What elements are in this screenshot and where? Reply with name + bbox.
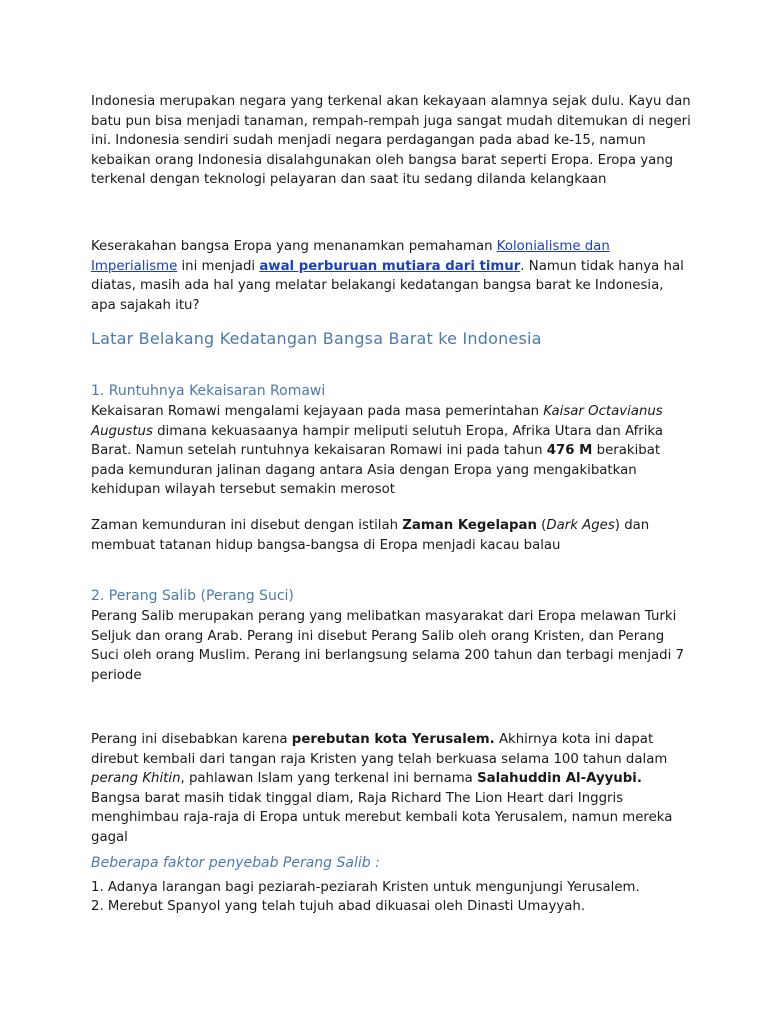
s1p2-bold: Zaman Kegelapan	[402, 518, 537, 533]
s1p1-bold: 476 M	[546, 443, 593, 458]
s1p2-text-b: (	[536, 518, 547, 533]
section-2-paragraph-1: Perang Salib merupakan perang yang melibatkan masyarakat dari Eropa melawan Turki Seljuk dan orang Arab. Perang ini disebut Perang Salib oleh orang Kristen, dan Perang Suci oleh orang Muslim. Perang ini berlangsung selama 200 tahun dan terbagi menjadi 7 periode	[91, 609, 684, 683]
s2p2-text-b: Akhirnya kota ini dapat direbut kembali dari tangan raja Kristen yang telah berkuasa selama 100 tahun dalam	[91, 732, 668, 767]
section-2-title: 2. Perang Salib (Perang Suci)	[91, 588, 294, 604]
link-kolonialisme-imperialisme[interactable]: Kolonialisme dan Imperialisme	[91, 239, 610, 274]
link-awal-perburuan[interactable]: awal perburuan mutiara dari timur	[259, 258, 521, 274]
s1p2-text-c: ) dan membuat tatanan hidup bangsa-bangsa di Eropa menjadi kacau balau	[91, 518, 650, 553]
s2p2-text-d: Bangsa barat masih tidak tinggal diam, Raja Richard The Lion Heart dari Inggris menghimbau raja-raja di Eropa untuk merebut kembali kota Yerusalem, namun mereka gagal	[91, 790, 673, 845]
section-2-paragraph-2	[91, 730, 691, 847]
s2p2-bold-2: Salahuddin Al-Ayyubi.	[477, 771, 642, 786]
s1p1-text-a: Kekaisaran Romawi mengalami kejayaan pada masa pemerintahan	[91, 404, 544, 419]
intro-paragraph-1: Indonesia merupakan negara yang terkenal akan kekayaan alamnya sejak dulu. Kayu dan batu pun bisa menjadi tanaman, rempah-rempah juga sangat mudah ditemukan di negeri ini. Indonesia sendiri sudah menjadi negara perdagangan pada abad ke-15, namun kebaikan orang Indonesia disalahgunakan oleh bangsa barat seperti Eropa. Eropa yang terkenal dengan teknologi pelayaran dan saat itu sedang dilanda kelangkaan	[91, 94, 691, 187]
intro-text-b: ini menjadi	[177, 258, 260, 274]
section-1-paragraph-2	[91, 516, 691, 555]
s2p2-text-a: Perang ini disebabkan karena	[91, 732, 292, 747]
section-1-paragraph-1	[91, 402, 691, 500]
s2p2-italic: perang Khitin	[91, 771, 181, 786]
factors-title: Beberapa faktor penyebab Perang Salib :	[91, 855, 380, 871]
s1p2-italic: Dark Ages	[546, 518, 615, 533]
factor-item-1: 1. Adanya larangan bagi peziarah-peziarah Kristen untuk mengunjungi Yerusalem.	[91, 880, 640, 895]
intro-text-a: Keserakahan bangsa Eropa yang menanamkan pemahaman	[91, 239, 497, 254]
s1p1-italic: Kaisar Octavianus Augustus	[91, 404, 663, 439]
s1p1-text-c: berakibat pada kemunduran jalinan dagang antara Asia dengan Eropa yang mengakibatkan kehidupan wilayah tersebut semakin merosot	[91, 443, 661, 497]
s1p1-text-b: dimana kekuasaanya hampir meliputi selutuh Eropa, Afrika Utara dan Afrika Barat. Namun setelah runtuhnya kekaisaran Romawi ini pada tahun	[91, 423, 664, 458]
section-1-title: 1. Runtuhnya Kekaisaran Romawi	[91, 383, 326, 399]
page-heading: Latar Belakang Kedatangan Bangsa Barat ke Indonesia	[91, 329, 542, 348]
s1p2-text-a: Zaman kemunduran ini disebut dengan istilah	[91, 518, 403, 533]
s2p2-bold-1: perebutan kota Yerusalem.	[291, 732, 495, 747]
intro-paragraph-2	[91, 237, 691, 315]
factor-item-2: 2. Merebut Spanyol yang telah tujuh abad dikuasai oleh Dinasti Umayyah.	[91, 899, 586, 914]
s2p2-text-c: , pahlawan Islam yang terkenal ini bernama	[180, 771, 478, 786]
intro-text-c: . Namun tidak hanya hal diatas, masih ada hal yang melatar belakangi kedatangan bangsa barat ke Indonesia, apa sajakah itu?	[91, 258, 684, 313]
